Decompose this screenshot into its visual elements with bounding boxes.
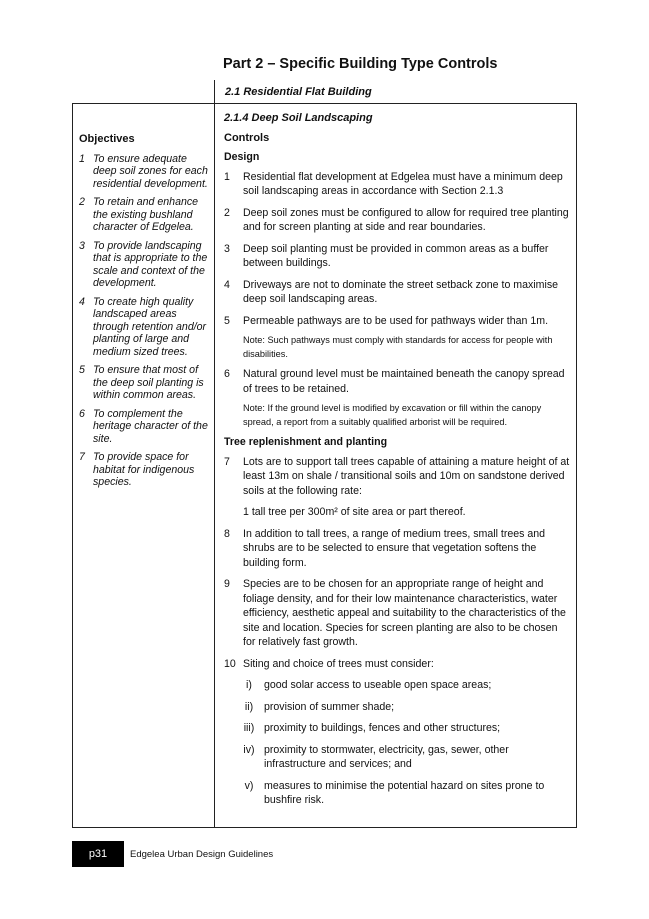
footer-title: Edgelea Urban Design Guidelines bbox=[130, 849, 274, 860]
note-text: Note: Such pathways must comply with standards for access for people with disabilities. bbox=[243, 335, 553, 359]
control-item: 2 Deep soil zones must be configured to allow for required tree planting and for screen planting at side and rear boundaries. bbox=[224, 206, 569, 233]
page-title: Part 2 – Specific Building Type Controls bbox=[223, 56, 498, 72]
objectives-column bbox=[79, 133, 209, 495]
subsection-heading: 2.1.4 Deep Soil Landscaping bbox=[224, 112, 373, 124]
consideration-item: v) measures to minimise the potential hazard on sites prone to bushfire risk. bbox=[244, 779, 545, 806]
controls-heading: Controls bbox=[224, 131, 270, 144]
objective-item: 6 To complement the heritage character of the site. bbox=[79, 407, 208, 445]
design-heading: Design bbox=[224, 151, 260, 163]
consideration-item: ii) provision of summer shade; bbox=[244, 700, 395, 713]
column-divider bbox=[214, 103, 215, 828]
consideration-item: i) good solar access to useable open space areas; bbox=[246, 679, 492, 691]
objective-item: 2 To retain and enhance the existing bushland character of Edgelea. bbox=[79, 196, 199, 233]
objective-item: 5 To ensure that most of the deep soil planting is within common areas. bbox=[79, 364, 204, 401]
page-number: p31 bbox=[72, 841, 124, 867]
control-item: 8 In addition to tall trees, a range of medium trees, small trees and shrubs are to be selected to ensure that vegetation softens the building form. bbox=[224, 527, 546, 569]
control-item: 5 Permeable pathways are to be used for pathways wider than 1m. bbox=[224, 314, 549, 327]
control-item: 7 Lots are to support tall trees capable of attaining a mature height of at least 13m on shale / transitional soils and 10m on sandstone derived soils at the following rate: bbox=[224, 455, 570, 497]
control-item: 6 Natural ground level must be maintained beneath the canopy spread of trees to be retained. bbox=[224, 368, 565, 395]
divider-top bbox=[214, 80, 215, 104]
section-heading: 2.1 Residential Flat Building bbox=[225, 86, 372, 98]
control-item: 10 Siting and choice of trees must consider: bbox=[224, 657, 434, 670]
rate-text: 1 tall tree per 300m² of site area or part thereof. bbox=[243, 506, 466, 518]
objective-item: 7 To provide space for habitat for indigenous species. bbox=[79, 451, 195, 488]
tree-heading: Tree replenishment and planting bbox=[224, 436, 388, 448]
objective-item: 3 To provide landscaping that is appropriate to the scale and context of the development. bbox=[79, 239, 208, 289]
objectives-heading: Objectives bbox=[79, 133, 135, 145]
consideration-item: iii) proximity to buildings, fences and other structures; bbox=[243, 722, 501, 734]
objective-item: 4 To create high quality landscaped areas through retention and/or planting of large and medium sized trees. bbox=[79, 295, 207, 358]
control-item: 3 Deep soil planting must be provided in common areas as a buffer between buildings. bbox=[224, 242, 549, 269]
control-item: 9 Species are to be chosen for an appropriate range of height and foliage density, and for their low maintenance characteristics, water efficiency, aesthetic appeal and suitability to the characteristics of the site and location. Species for screen planting are also to be chosen for relatively fast growth. bbox=[224, 578, 566, 648]
note-text: Note: If the ground level is modified by excavation or fill within the canopy spread, a report from a suitably qualified arborist will be required. bbox=[243, 403, 542, 427]
controls-column bbox=[224, 111, 570, 815]
objective-item: 1 To ensure adequate deep soil zones for each residential development. bbox=[79, 152, 208, 190]
control-item: 1 Residential flat development at Edgelea must have a minimum deep soil landscaping areas in accordance with Section 2.1.3 bbox=[224, 170, 563, 197]
control-item: 4 Driveways are not to dominate the street setback zone to maximise deep soil landscaping areas. bbox=[224, 278, 559, 305]
consideration-item: iv) proximity to stormwater, electricity, gas, sewer, other infrastructure and services; and bbox=[243, 743, 509, 770]
